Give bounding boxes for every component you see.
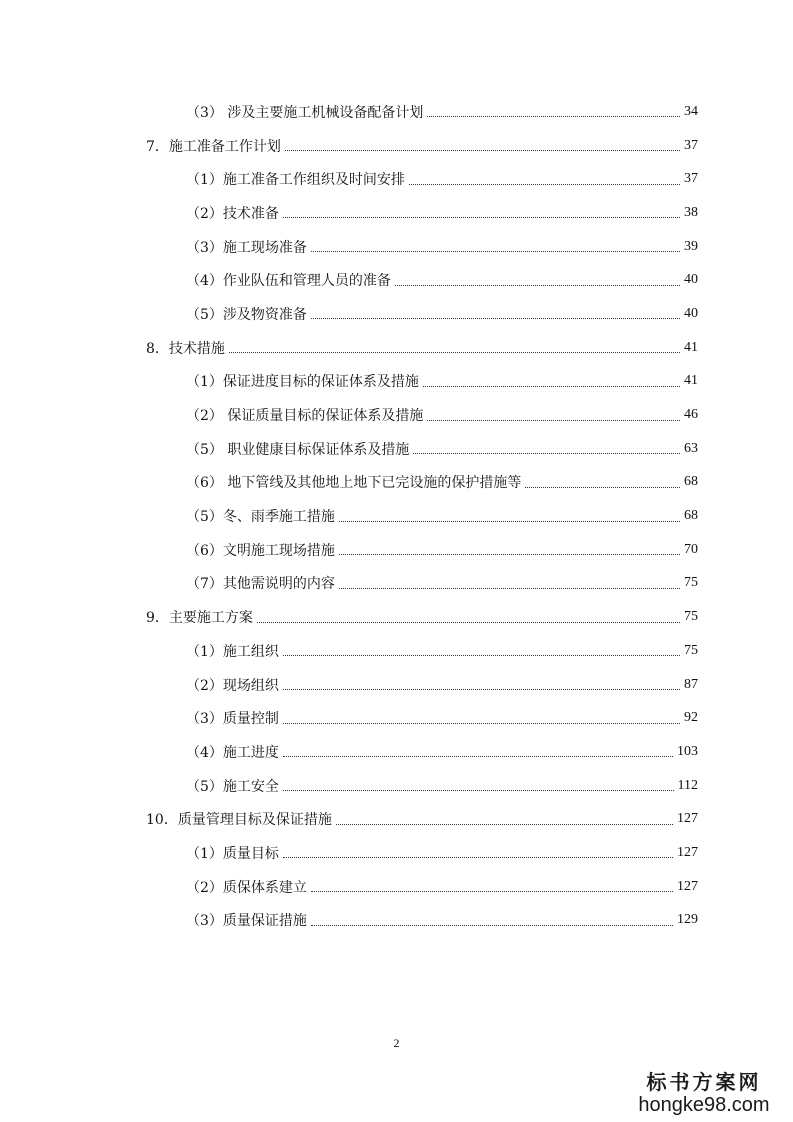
toc-entry-page-number: 92 [684, 710, 698, 726]
toc-entry-page-number: 75 [684, 642, 698, 658]
toc-subsection-entry[interactable] [0, 533, 793, 567]
toc-entry-page-number: 40 [684, 272, 698, 288]
toc-section-entry[interactable] [0, 129, 793, 163]
toc-dot-leader [409, 184, 680, 185]
table-of-contents [0, 95, 793, 937]
toc-entry-label: （3）质量控制 [186, 708, 281, 728]
toc-entry-page-number: 127 [677, 811, 698, 827]
toc-dot-leader [311, 251, 680, 252]
toc-subsection-entry[interactable] [0, 904, 793, 938]
toc-entry-page-number: 127 [677, 844, 698, 860]
toc-dot-leader [525, 487, 680, 488]
toc-entry-page-number: 41 [684, 373, 698, 389]
toc-dot-leader [339, 521, 680, 522]
toc-dot-leader [311, 318, 680, 319]
toc-entry-page-number: 68 [684, 508, 698, 524]
watermark-url: hongke98.com [638, 1094, 770, 1116]
toc-subsection-entry[interactable] [0, 466, 793, 500]
toc-subsection-entry[interactable] [0, 263, 793, 297]
toc-entry-page-number: 39 [684, 238, 698, 254]
toc-dot-leader [283, 857, 673, 858]
toc-dot-leader [339, 588, 680, 589]
toc-entry-label: （2） 保证质量目标的保证体系及措施 [186, 405, 425, 425]
toc-subsection-entry[interactable] [0, 196, 793, 230]
toc-subsection-entry[interactable] [0, 365, 793, 399]
toc-entry-page-number: 75 [684, 575, 698, 591]
page-number: 2 [393, 1036, 400, 1050]
toc-entry-label: （4）作业队伍和管理人员的准备 [186, 270, 393, 290]
toc-subsection-entry[interactable] [0, 398, 793, 432]
toc-subsection-entry[interactable] [0, 701, 793, 735]
toc-subsection-entry[interactable] [0, 162, 793, 196]
toc-section-entry[interactable] [0, 600, 793, 634]
toc-dot-leader [395, 285, 680, 286]
toc-entry-label: （4）施工进度 [186, 742, 281, 762]
toc-entry-label: （5）施工安全 [186, 776, 281, 796]
toc-dot-leader [285, 150, 680, 151]
toc-entry-page-number: 34 [684, 103, 698, 119]
toc-entry-label: （7）其他需说明的内容 [186, 573, 337, 593]
toc-entry-label: 9．主要施工方案 [146, 607, 255, 627]
toc-subsection-entry[interactable] [0, 297, 793, 331]
toc-entry-page-number: 68 [684, 474, 698, 490]
toc-entry-label: （1）施工准备工作组织及时间安排 [186, 169, 407, 189]
toc-dot-leader [283, 790, 674, 791]
toc-section-entry[interactable] [0, 802, 793, 836]
toc-entry-page-number: 127 [677, 878, 698, 894]
toc-dot-leader [423, 386, 680, 387]
toc-dot-leader [427, 420, 680, 421]
toc-entry-page-number: 129 [677, 912, 698, 928]
toc-entry-label: 8．技术措施 [146, 338, 227, 358]
toc-dot-leader [283, 756, 673, 757]
toc-subsection-entry[interactable] [0, 499, 793, 533]
toc-dot-leader [283, 655, 680, 656]
toc-dot-leader [257, 622, 680, 623]
toc-entry-page-number: 63 [684, 440, 698, 456]
toc-dot-leader [283, 689, 680, 690]
watermark-title: 标书方案网 [646, 1070, 762, 1094]
toc-entry-label: （1）施工组织 [186, 641, 281, 661]
toc-entry-page-number: 112 [677, 777, 698, 793]
toc-entry-page-number: 40 [684, 305, 698, 321]
toc-dot-leader [283, 217, 680, 218]
toc-dot-leader [311, 925, 673, 926]
toc-dot-leader [413, 453, 680, 454]
toc-entry-page-number: 87 [684, 676, 698, 692]
toc-dot-leader [339, 554, 680, 555]
toc-entry-label: （2）技术准备 [186, 203, 281, 223]
toc-entry-page-number: 37 [684, 137, 698, 153]
toc-entry-page-number: 70 [684, 541, 698, 557]
toc-entry-label: （3）施工现场准备 [186, 237, 309, 257]
toc-subsection-entry[interactable] [0, 836, 793, 870]
toc-section-entry[interactable] [0, 331, 793, 365]
toc-subsection-entry[interactable] [0, 870, 793, 904]
toc-entry-label: （6）文明施工现场措施 [186, 540, 337, 560]
toc-dot-leader [311, 891, 673, 892]
toc-entry-page-number: 41 [684, 339, 698, 355]
toc-entry-page-number: 75 [684, 609, 698, 625]
toc-entry-label: （1）保证进度目标的保证体系及措施 [186, 371, 421, 391]
toc-dot-leader [427, 116, 680, 117]
toc-entry-page-number: 103 [677, 743, 698, 759]
toc-subsection-entry[interactable] [0, 567, 793, 601]
toc-entry-page-number: 38 [684, 204, 698, 220]
toc-entry-label: （3）质量保证措施 [186, 910, 309, 930]
toc-subsection-entry[interactable] [0, 735, 793, 769]
toc-subsection-entry[interactable] [0, 432, 793, 466]
toc-subsection-entry[interactable] [0, 95, 793, 129]
toc-entry-label: （3） 涉及主要施工机械设备配备计划 [186, 102, 425, 122]
toc-entry-label: （5）涉及物资准备 [186, 304, 309, 324]
toc-subsection-entry[interactable] [0, 668, 793, 702]
toc-dot-leader [283, 723, 680, 724]
toc-entry-page-number: 37 [684, 171, 698, 187]
toc-dot-leader [229, 352, 680, 353]
toc-entry-label: （2）质保体系建立 [186, 877, 309, 897]
toc-entry-label: （6） 地下管线及其他地上地下已完设施的保护措施等 [186, 472, 523, 492]
toc-entry-page-number: 46 [684, 407, 698, 423]
watermark [629, 1070, 779, 1116]
toc-dot-leader [336, 824, 673, 825]
toc-subsection-entry[interactable] [0, 230, 793, 264]
toc-entry-label: （5）冬、雨季施工措施 [186, 506, 337, 526]
toc-entry-label: （1）质量目标 [186, 843, 281, 863]
toc-entry-label: （5） 职业健康目标保证体系及措施 [186, 439, 411, 459]
toc-entry-label: （2）现场组织 [186, 675, 281, 695]
toc-subsection-entry[interactable] [0, 769, 793, 803]
toc-entry-label: 7．施工准备工作计划 [146, 136, 283, 156]
toc-entry-label: 10．质量管理目标及保证措施 [146, 809, 334, 829]
toc-subsection-entry[interactable] [0, 634, 793, 668]
